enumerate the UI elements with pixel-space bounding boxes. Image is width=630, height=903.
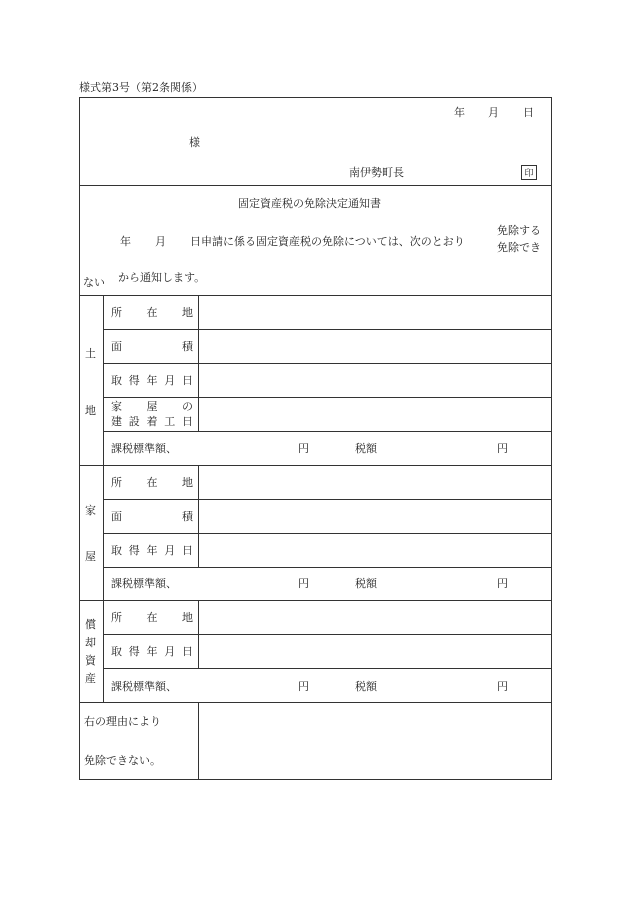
land-construction-label-2: 建 設 着 工 日 (111, 415, 193, 428)
depreciable-tax-base-label: 課税標準額、 (111, 680, 177, 693)
depreciable-yen-1: 円 (298, 680, 309, 693)
house-yen-1: 円 (298, 577, 309, 590)
land-acq-date-label: 取 得 年 月 日 (111, 374, 193, 387)
body-year: 年 (120, 235, 131, 248)
option-not-exempt-cont: ない (83, 276, 105, 289)
depreciable-label: 償 却 資 産 (85, 618, 96, 685)
option-not-exempt: 免除でき (497, 241, 541, 254)
body-text-1: 日申請に係る固定資産税の免除については、次のとおり (190, 235, 465, 248)
notice-title: 固定資産税の免除決定通知書 (238, 197, 381, 210)
form-id: 様式第3号（第2条関係） (79, 81, 203, 94)
seal-mark: 印 (521, 165, 537, 180)
land-yen-1: 円 (298, 442, 309, 455)
land-area-label: 面 積 (111, 340, 193, 353)
house-area-label: 面 積 (111, 510, 193, 523)
land-label-2: 地 (85, 404, 96, 417)
date-day: 日 (523, 106, 534, 119)
land-tax-amount-label: 税額 (355, 442, 377, 455)
land-location-label: 所 在 地 (111, 306, 193, 319)
date-month: 月 (488, 106, 499, 119)
house-yen-2: 円 (497, 577, 508, 590)
depreciable-yen-2: 円 (497, 680, 508, 693)
house-acq-date-label: 取 得 年 月 日 (111, 544, 193, 557)
depreciable-location-label: 所 在 地 (111, 611, 193, 624)
house-tax-base-label: 課税標準額、 (111, 577, 177, 590)
reason-line-1: 右の理由により (84, 715, 161, 728)
body-text-2: から通知します。 (118, 271, 206, 284)
house-location-label: 所 在 地 (111, 476, 193, 489)
addressee-suffix: 様 (189, 136, 200, 149)
house-tax-amount-label: 税額 (355, 577, 377, 590)
land-yen-2: 円 (497, 442, 508, 455)
house-label-1: 家 (85, 504, 96, 517)
issuer: 南伊勢町長 (349, 166, 404, 179)
land-tax-base-label: 課税標準額、 (111, 442, 177, 455)
depreciable-tax-amount-label: 税額 (355, 680, 377, 693)
land-label-1: 土 (85, 347, 96, 360)
option-exempt: 免除する (497, 224, 541, 237)
depreciable-acq-date-label: 取 得 年 月 日 (111, 645, 193, 658)
house-label-2: 屋 (85, 550, 96, 563)
land-construction-label-1: 家 屋 の (111, 400, 193, 413)
reason-line-2: 免除できない。 (84, 754, 161, 767)
date-year: 年 (454, 106, 465, 119)
body-month: 月 (155, 235, 166, 248)
